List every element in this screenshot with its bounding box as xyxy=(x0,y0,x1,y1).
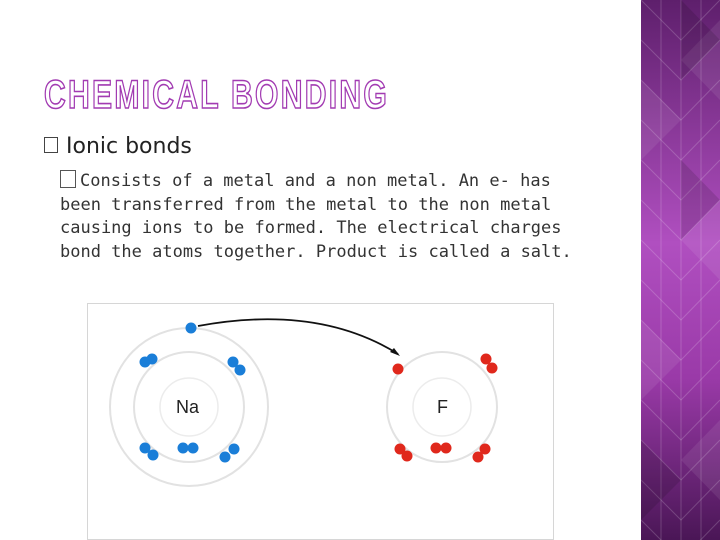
electron xyxy=(235,365,246,376)
electron xyxy=(188,443,199,454)
sub-bullet-icon xyxy=(60,170,76,188)
electron xyxy=(480,444,491,455)
decorative-side-panel xyxy=(641,0,720,540)
electron xyxy=(487,363,498,374)
electron xyxy=(441,443,452,454)
bullet-icon xyxy=(44,137,58,153)
bullet-ionic-bonds xyxy=(44,134,192,159)
ionic-bond-diagram xyxy=(87,303,554,540)
slide-title xyxy=(44,70,404,118)
bullet-text: Ionic bonds xyxy=(66,134,192,159)
electron xyxy=(229,444,240,455)
electron xyxy=(481,354,492,365)
slide-title-text: CHEMICAL BONDING xyxy=(44,73,389,117)
electron xyxy=(402,451,413,462)
electron xyxy=(393,364,404,375)
electron xyxy=(147,354,158,365)
sub-bullet-text: Consists of a metal and a non metal. An e- has been transferred from the metal to the non metal causing ions to be formed. The electrical charges bond the atoms together. Product is called a salt. xyxy=(60,171,572,262)
sodium-electrons xyxy=(140,323,246,463)
fluorine-label: F xyxy=(437,397,448,417)
atom-diagram-svg xyxy=(88,304,553,539)
sub-bullet xyxy=(60,170,600,264)
electron xyxy=(178,443,189,454)
sodium-label: Na xyxy=(176,397,200,417)
electron xyxy=(220,452,231,463)
electron xyxy=(431,443,442,454)
electron xyxy=(148,450,159,461)
valence-electron xyxy=(186,323,197,334)
electron-transfer-arrow xyxy=(198,319,398,354)
geometric-pattern xyxy=(641,0,720,540)
